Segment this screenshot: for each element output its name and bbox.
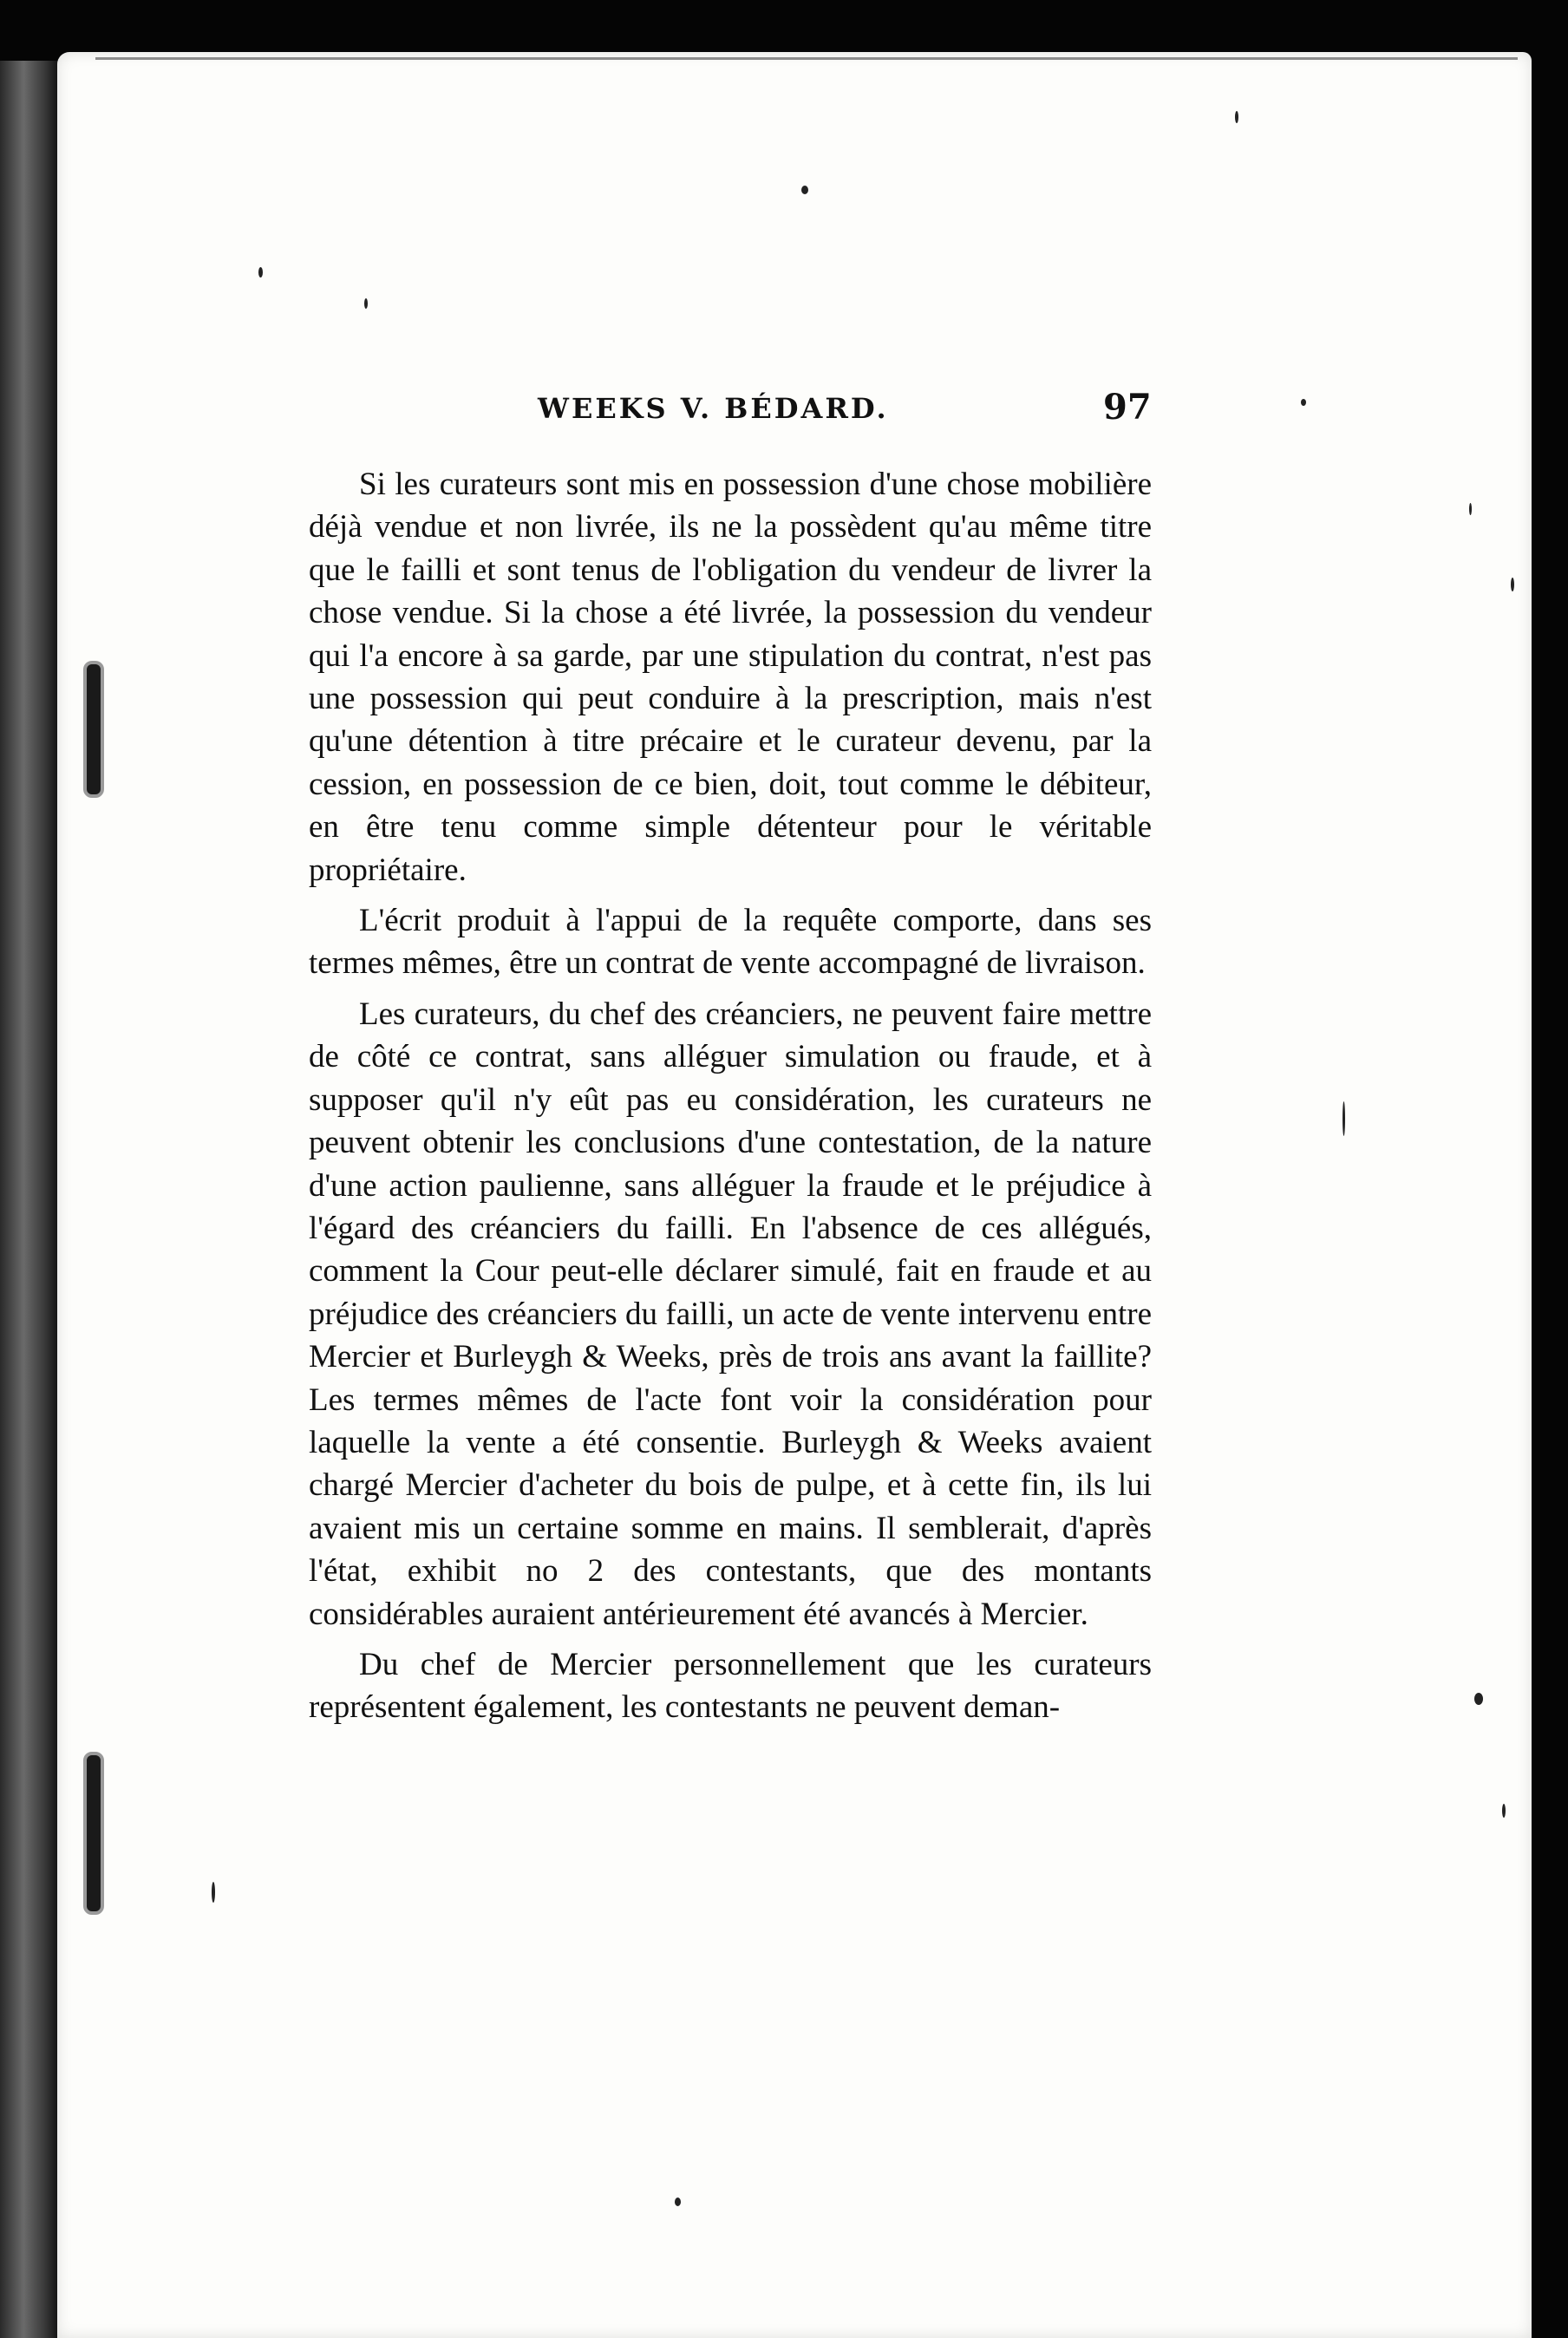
page-number: 97 <box>1103 387 1152 428</box>
scan-speck <box>1511 578 1514 591</box>
paragraph: Les curateurs, du chef des créanciers, ne peuvent faire mettre de côté ce contrat, sans alléguer simulation ou fraude, et à supposer qu'il n'y eût pas eu considération, les curateurs ne peuvent obtenir les conclusions d'une contestation, de la nature d'une action paulienne, sans alléguer la fraude et le préjudice à l'égard des créanciers du failli. En l'absence de ces allégués, comment la Cour peut-elle déclarer simulé, fait en fraude et au préjudice des créanciers du failli, un acte de vente intervenu entre Mercier et Burleygh & Weeks, près de trois ans avant la faillite? Les termes mêmes de l'acte font voir la considération pour laquelle la vente a été consentie. Burleygh & Weeks avaient chargé Mercier d'acheter du bois de pulpe, et à cette fin, ils lui avaient mis un certaine somme en mains. Il semblerait, d'après l'état, exhibit no 2 des contestants, que des montants considérables auraient antérieurement été avancés à Mercier. <box>309 996 1152 1632</box>
scan-speck <box>1301 399 1306 406</box>
binding-staple-icon <box>83 661 104 798</box>
book-spine-edge <box>0 61 59 2338</box>
scan-speck <box>1343 1101 1345 1136</box>
scan-speck <box>1469 503 1472 515</box>
binding-staple-icon <box>83 1752 104 1915</box>
scan-speck <box>364 298 368 309</box>
scan-speck <box>801 186 808 194</box>
scan-speck <box>1235 111 1238 123</box>
running-title: WEEKS V. BÉDARD. <box>538 392 889 425</box>
paragraph: L'écrit produit à l'appui de la requête comporte, dans ses termes mêmes, être un contrat de vente accompagné de livraison. <box>309 903 1152 982</box>
scan-speck <box>212 1882 215 1903</box>
scan-speck <box>1502 1804 1506 1818</box>
body-text <box>309 463 1152 1737</box>
scan-speck <box>258 267 263 278</box>
paragraph: Si les curateurs sont mis en possession d'une chose mobilière déjà vendue et non livrée, ils ne la possèdent qu'au même titre que le failli et sont tenus de l'obligation du vendeur de livrer la chose vendue. Si la chose a été livrée, la possession du vendeur qui l'a encore à sa garde, par une stipulation du contrat, n'est pas une possession qui peut conduire à la prescription, mais n'est qu'une détention à titre précaire et le curateur devenu, par la cession, en possession de ce bien, doit, tout comme le débiteur, en être tenu comme simple détenteur pour le véritable propriétaire. <box>309 467 1152 888</box>
scan-speck <box>675 2198 681 2206</box>
scan-speck <box>1474 1693 1483 1705</box>
page-top-edge <box>95 57 1518 60</box>
paragraph: Du chef de Mercier personnellement que les curateurs représentent également, les contestants ne peuvent deman- <box>309 1646 1152 1726</box>
